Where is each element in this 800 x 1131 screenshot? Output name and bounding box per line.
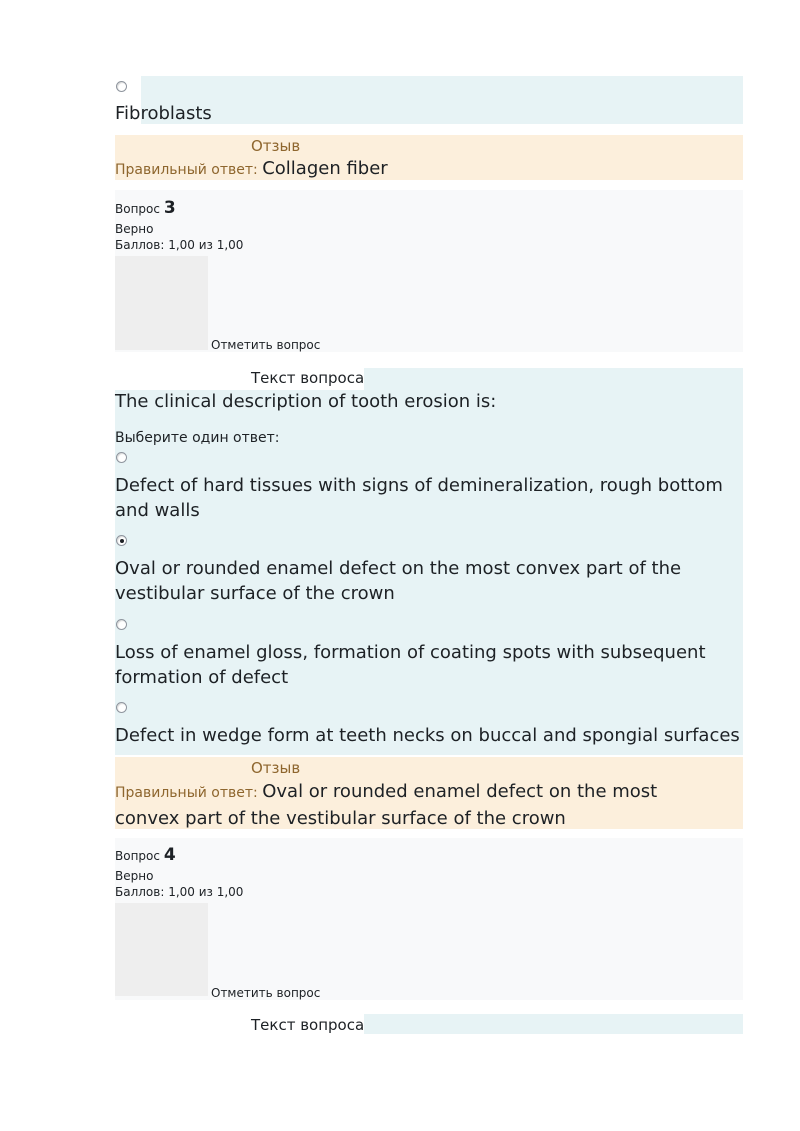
q3-option-4-radio[interactable] bbox=[116, 702, 127, 713]
q4-label: Вопрос bbox=[115, 849, 160, 863]
q4-status: Верно bbox=[115, 869, 154, 883]
q3-option-3-text[interactable]: Loss of enamel gloss, formation of coating spots with subsequent formation of defect bbox=[115, 642, 706, 688]
q3-correct-prefix: Правильный ответ: bbox=[115, 785, 263, 801]
q4-score: Баллов: 1,00 из 1,00 bbox=[115, 885, 244, 899]
q3-flag-link[interactable]: Отметить вопрос bbox=[211, 338, 321, 352]
q3-option-1-radio[interactable] bbox=[116, 452, 127, 463]
q2-answer-block bbox=[141, 76, 743, 124]
q3-label: Вопрос bbox=[115, 202, 160, 216]
q2-correct-answer bbox=[115, 158, 388, 179]
q4-info-panel bbox=[115, 838, 743, 1000]
q2-correct-value: Collagen fiber bbox=[262, 158, 388, 179]
q3-correct-value: Oval or rounded enamel defect on the most convex part of the vestibular surface of the crown bbox=[115, 781, 658, 829]
q3-number bbox=[115, 200, 176, 217]
q4-number-value: 4 bbox=[163, 845, 176, 865]
q3-option-1-text[interactable]: Defect of hard tissues with signs of demineralization, rough bottom and walls bbox=[115, 475, 723, 521]
q4-number bbox=[115, 847, 176, 864]
q3-status: Верно bbox=[115, 222, 154, 236]
q2-feedback-heading: Отзыв bbox=[251, 137, 301, 155]
q3-option-3-radio[interactable] bbox=[116, 619, 127, 630]
q3-number-value: 3 bbox=[163, 198, 176, 218]
q3-option-4-text[interactable]: Defect in wedge form at teeth necks on buccal and spongial surfaces bbox=[115, 725, 740, 746]
q3-feedback-heading: Отзыв bbox=[251, 759, 301, 777]
q3-flag-image bbox=[115, 256, 208, 350]
q3-option-2-text[interactable]: Oval or rounded enamel defect on the most convex part of the vestibular surface of the crown bbox=[115, 558, 682, 604]
q3-correct-answer bbox=[115, 779, 725, 831]
q3-text-heading: Текст вопроса bbox=[251, 369, 365, 387]
q3-info-panel bbox=[115, 190, 743, 352]
q3-prompt: Выберите один ответ: bbox=[115, 430, 280, 446]
q4-flag-image bbox=[115, 903, 208, 996]
q4-flag-link[interactable]: Отметить вопрос bbox=[211, 986, 321, 1000]
q2-correct-prefix: Правильный ответ: bbox=[115, 162, 263, 178]
q4-text-heading: Текст вопроса bbox=[251, 1016, 365, 1034]
q3-content-panel bbox=[364, 368, 743, 390]
q2-option-radio[interactable] bbox=[116, 81, 127, 92]
q3-option-2-radio[interactable] bbox=[116, 535, 127, 546]
q3-score: Баллов: 1,00 из 1,00 bbox=[115, 238, 244, 252]
q3-question-text: The clinical description of tooth erosion is: bbox=[115, 391, 497, 412]
q2-option-text: Fibroblasts bbox=[115, 103, 212, 124]
q4-content-panel bbox=[364, 1014, 743, 1034]
